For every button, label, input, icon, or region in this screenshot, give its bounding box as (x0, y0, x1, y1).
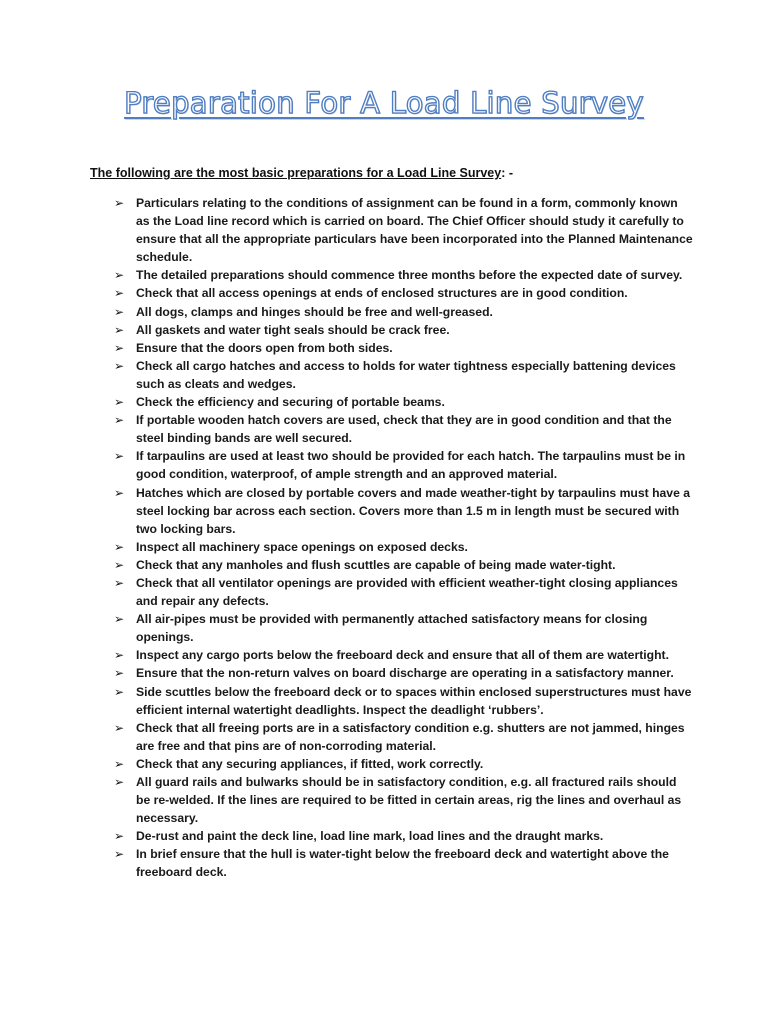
arrow-bullet-icon: ➢ (114, 666, 125, 681)
arrow-bullet-icon: ➢ (114, 756, 125, 771)
list-item-text: If portable wooden hatch covers are used, check that they are in good condition and that the steel binding bands are well secured. (136, 413, 672, 446)
list-item (114, 339, 694, 357)
list-item (114, 538, 694, 556)
arrow-bullet-icon: ➢ (114, 286, 125, 301)
list-item (114, 284, 694, 302)
list-item (114, 556, 694, 574)
page-title: Preparation For A Load Line Survey (124, 86, 644, 120)
arrow-bullet-icon: ➢ (114, 775, 125, 789)
intro-text: The following are the most basic preparations for a Load Line Survey (90, 166, 502, 180)
arrow-bullet-icon: ➢ (114, 413, 125, 428)
list-item (114, 574, 694, 610)
arrow-bullet-icon: ➢ (114, 449, 125, 464)
list-item (114, 357, 694, 393)
checklist (114, 194, 694, 882)
list-item (114, 610, 694, 646)
list-item (114, 411, 694, 447)
arrow-bullet-icon: ➢ (114, 847, 125, 862)
list-item (114, 827, 694, 845)
list-item (114, 683, 694, 719)
arrow-bullet-icon: ➢ (114, 648, 125, 663)
list-item-text: Side scuttles below the freeboard deck or to spaces within enclosed superstructures must have efficient internal watertight deadlights. Inspect the deadlight ‘rubbers’. (136, 684, 692, 717)
arrow-bullet-icon: ➢ (114, 358, 125, 373)
list-item (114, 719, 694, 755)
arrow-bullet-icon: ➢ (114, 612, 125, 627)
list-item-text: In brief ensure that the hull is water-tight below the freeboard deck and watertight above the freeboard deck. (136, 847, 669, 880)
arrow-bullet-icon: ➢ (114, 196, 125, 210)
list-item-text: Ensure that the doors open from both sides. (136, 340, 393, 355)
list-item-text: All air-pipes must be provided with permanently attached satisfactory means for closing openings. (136, 612, 648, 645)
list-item (114, 845, 694, 881)
intro-line (90, 166, 513, 180)
list-item (114, 447, 694, 483)
arrow-bullet-icon: ➢ (114, 322, 125, 337)
list-item-text: Hatches which are closed by portable covers and made weather-tight by tarpaulins must have a steel locking bar across each section. Covers more than 1.5 m in length must be secured with two locking bars. (136, 485, 691, 536)
arrow-bullet-icon: ➢ (114, 684, 125, 699)
list-item (114, 266, 694, 284)
arrow-bullet-icon: ➢ (114, 720, 125, 735)
list-item-text: The detailed preparations should commence three months before the expected date of survey. (136, 268, 683, 283)
list-item (114, 321, 694, 339)
arrow-bullet-icon: ➢ (114, 395, 125, 410)
list-item-text: De-rust and paint the deck line, load line mark, load lines and the draught marks. (136, 829, 604, 844)
list-item (114, 393, 694, 411)
list-item-text: Check that any manholes and flush scuttles are capable of being made water-tight. (136, 557, 616, 572)
arrow-bullet-icon: ➢ (114, 304, 125, 319)
arrow-bullet-icon: ➢ (114, 485, 125, 500)
list-item (114, 194, 694, 266)
list-item-text: All dogs, clamps and hinges should be free and well-greased. (136, 304, 493, 319)
list-item-text: Check the efficiency and securing of portable beams. (136, 395, 445, 410)
list-item-text: Inspect all machinery space openings on exposed decks. (136, 539, 468, 554)
list-item-text: Ensure that the non-return valves on board discharge are operating in a satisfactory manner. (136, 666, 674, 681)
list-item (114, 755, 694, 773)
arrow-bullet-icon: ➢ (114, 557, 125, 572)
list-item-text: Inspect any cargo ports below the freeboard deck and ensure that all of them are watertight. (136, 648, 669, 663)
arrow-bullet-icon: ➢ (114, 539, 125, 554)
list-item-text: Check that all ventilator openings are provided with efficient weather-tight closing appliances and repair any defects. (136, 575, 678, 609)
list-item (114, 484, 694, 538)
list-item (114, 773, 694, 827)
list-item-text: If tarpaulins are used at least two should be provided for each hatch. The tarpaulins must be in good condition, waterproof, of ample strength and an approved material. (136, 449, 686, 482)
list-item-text: Check that any securing appliances, if fitted, work correctly. (136, 756, 484, 771)
intro-suffix: : - (501, 166, 514, 180)
list-item (114, 646, 694, 664)
arrow-bullet-icon: ➢ (114, 575, 125, 590)
list-item-text: Check that all access openings at ends of enclosed structures are in good condition. (136, 286, 628, 301)
list-item-text: Check that all freeing ports are in a satisfactory condition e.g. shutters are not jammed, hinges are free and that pins are of non-corroding material. (136, 720, 685, 753)
arrow-bullet-icon: ➢ (114, 268, 125, 283)
list-item-text: All guard rails and bulwarks should be in satisfactory condition, e.g. all fractured rails should be re-welded. If the lines are required to be fitted in certain areas, rig the lines and overhaul as necessary. (136, 775, 682, 826)
list-item-text: All gaskets and water tight seals should be crack free. (136, 322, 450, 337)
list-item-text: Check all cargo hatches and access to holds for water tightness especially battening devices such as cleats and wedges. (136, 358, 676, 391)
list-item (114, 664, 694, 682)
arrow-bullet-icon: ➢ (114, 340, 125, 355)
list-item (114, 303, 694, 321)
arrow-bullet-icon: ➢ (114, 829, 125, 844)
list-item-text: Particulars relating to the conditions of assignment can be found in a form, commonly known as the Load line record which is carried on board. The Chief Officer should study it carefully to ensure that all the appropriate particulars have been incorporated into the Planned Maintenance schedule. (136, 196, 693, 265)
